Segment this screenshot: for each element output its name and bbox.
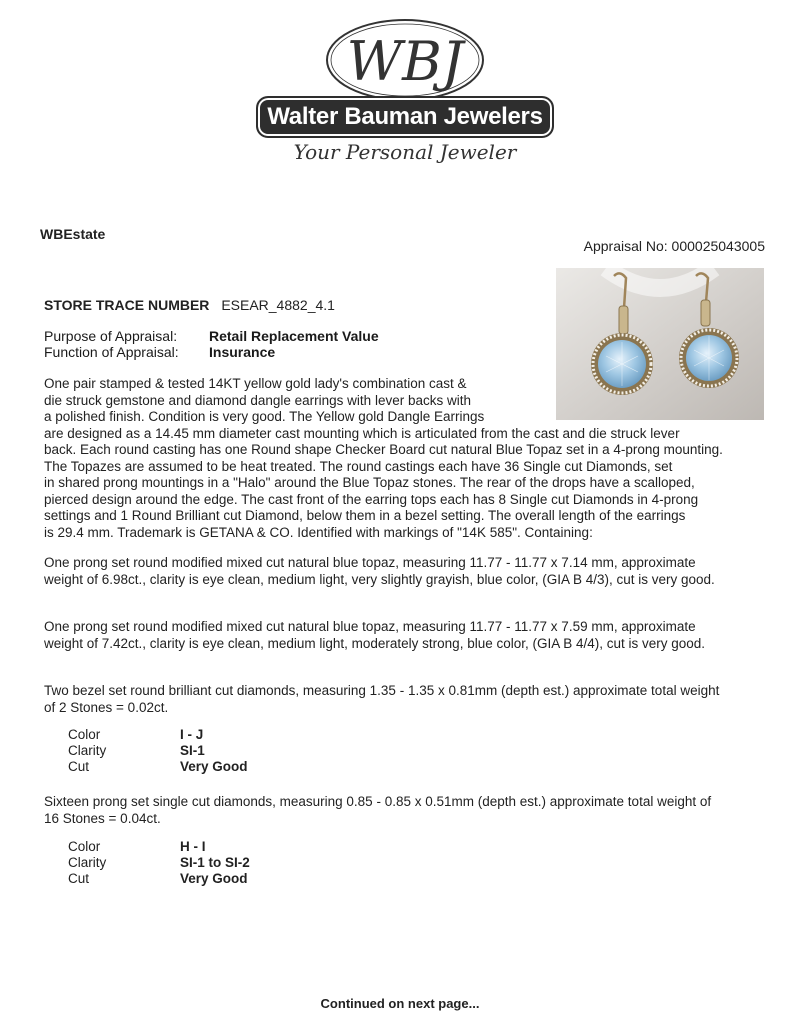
- store-trace-label: STORE TRACE NUMBER: [44, 297, 210, 313]
- bezel-diamonds-grading: [68, 727, 248, 775]
- color-value: H - I: [180, 839, 206, 854]
- cut-label: Cut: [68, 871, 90, 886]
- description-line: The Topazes are assumed to be heat treated. The round castings each have 36 Single cut Diamonds, set: [44, 458, 673, 474]
- description-line: back. Each round casting has one Round shape Checker Board cut natural Blue Topaz set in a 4-prong mounting.: [44, 442, 723, 457]
- cut-value: Very Good: [180, 759, 248, 774]
- brand-tagline: Your Personal Jeweler: [293, 140, 517, 164]
- description-line: a polished finish. Condition is very good. The Yellow gold Dangle Earrings: [44, 409, 485, 424]
- color-label: Color: [68, 727, 101, 742]
- color-label: Color: [68, 839, 101, 854]
- item-description: [44, 376, 744, 541]
- purpose-label: Purpose of Appraisal:: [44, 328, 178, 344]
- continued-footer: Continued on next page...: [320, 996, 480, 1011]
- monogram-text: WBJ: [346, 30, 464, 93]
- company-monogram-logo: [320, 10, 490, 105]
- topaz-1-description: One prong set round modified mixed cut natural blue topaz, measuring 11.77 - 11.77 x 7.14 mm, approximate weight of 6.98ct., clarity is eye clean, medium light, very slightly grayish, blue color, (GIA B 4/3), cut is very good.: [44, 555, 715, 587]
- description-line: in shared prong mountings in a "Halo" around the Blue Topaz stones. The rear of the drops have a scalloped,: [44, 475, 695, 490]
- color-value: I - J: [180, 727, 204, 742]
- description-line: settings and 1 Round Brilliant cut Diamond, below them in a bezel setting. The overall length of the earrings: [44, 508, 686, 523]
- function-label: Function of Appraisal:: [44, 344, 179, 360]
- description-line: One pair stamped & tested 14KT yellow gold lady's combination cast &: [44, 376, 467, 391]
- brand-name-banner: Walter Bauman Jewelers: [256, 96, 554, 138]
- topaz-2-description: One prong set round modified mixed cut natural blue topaz, measuring 11.77 - 11.77 x 7.59 mm, approximate weight of 7.42ct., clarity is eye clean, medium light, moderately strong, blue color, (GIA B 4/4), cut is very good.: [44, 619, 706, 651]
- store-trace-number: [44, 297, 335, 313]
- single-cut-diamonds-description: Sixteen prong set single cut diamonds, measuring 0.85 - 0.85 x 0.51mm (depth est.) approximate total weight of 16 Stones = 0.04ct.: [44, 794, 712, 826]
- appraisal-number: Appraisal No: 000025043005: [583, 238, 765, 254]
- clarity-value: SI-1 to SI-2: [180, 855, 250, 870]
- clarity-label: Clarity: [68, 743, 107, 758]
- clarity-label: Clarity: [68, 855, 107, 870]
- bezel-diamonds-description: Two bezel set round brilliant cut diamonds, measuring 1.35 - 1.35 x 0.81mm (depth est.) approximate total weight of 2 Stones = 0.02ct.: [44, 683, 720, 715]
- description-line: die struck gemstone and diamond dangle earrings with lever backs with: [44, 392, 471, 408]
- account-name: WBEstate: [40, 226, 106, 242]
- cut-label: Cut: [68, 759, 90, 774]
- function-value: Insurance: [209, 344, 276, 360]
- description-line: is 29.4 mm. Trademark is GETANA & CO. Identified with markings of "14K 585". Containing:: [44, 524, 593, 540]
- cut-value: Very Good: [180, 871, 248, 886]
- appraisal-purpose-table: [44, 328, 379, 360]
- description-line: are designed as a 14.45 mm diameter cast mounting which is articulated from the cast and die struck lever: [44, 425, 680, 441]
- single-cut-diamonds-grading: [68, 839, 250, 887]
- description-line: pierced design around the edge. The cast front of the earring tops each has 8 Single cut Diamonds in 4-prong: [44, 491, 699, 507]
- purpose-value: Retail Replacement Value: [209, 328, 379, 344]
- store-trace-value: ESEAR_4882_4.1: [221, 297, 335, 313]
- clarity-value: SI-1: [180, 743, 205, 758]
